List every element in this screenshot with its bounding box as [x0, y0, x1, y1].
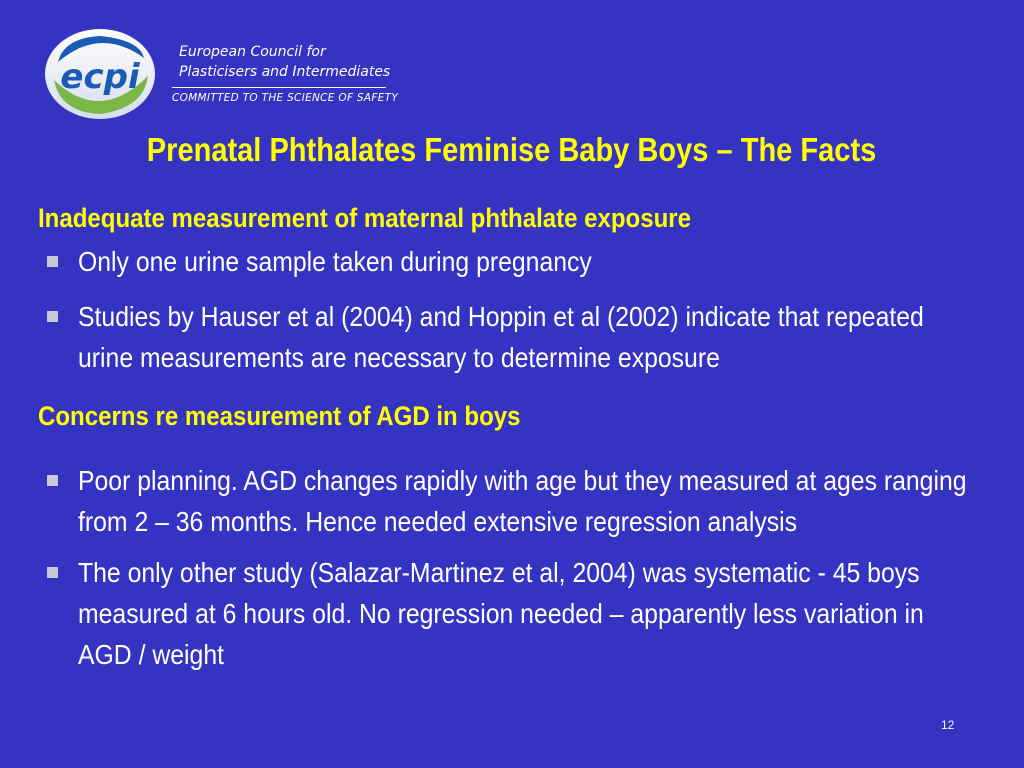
- logo-text: ecpi: [60, 57, 140, 97]
- bullet-text: Poor planning. AGD changes rapidly with age but they measured at ages ranging from 2 – 36 months. Hence needed extensive regression analysis: [78, 465, 967, 537]
- org-tagline: COMMITTED TO THE SCIENCE OF SAFETY: [172, 92, 399, 104]
- bullet-item: [38, 241, 1018, 282]
- square-bullet-icon: [47, 256, 58, 267]
- bullet-text: Only one urine sample taken during pregnancy: [78, 246, 592, 277]
- section-heading-agd: Concerns re measurement of AGD in boys: [38, 401, 521, 431]
- page-number: 12: [941, 718, 955, 732]
- org-divider: [172, 87, 386, 88]
- org-line-2: Plasticisers and Intermediates: [179, 64, 391, 80]
- slide-title: Prenatal Phthalates Feminise Baby Boys – The Facts: [146, 131, 877, 168]
- section-heading-exposure: Inadequate measurement of maternal phthalate exposure: [38, 203, 692, 233]
- square-bullet-icon: [47, 311, 58, 322]
- org-line-1: European Council for: [179, 44, 326, 60]
- ecpi-logo: [44, 28, 156, 120]
- bullet-item: [38, 552, 1018, 675]
- bullet-text: The only other study (Salazar-Martinez et al, 2004) was systematic - 45 boys measured at 6 hours old. No regression needed – apparently less variation in AGD / weight: [78, 557, 924, 670]
- bullet-item: [38, 460, 1018, 542]
- organisation-name: [172, 42, 402, 104]
- square-bullet-icon: [47, 567, 58, 578]
- bullet-item: [38, 296, 1018, 378]
- bullet-text: Studies by Hauser et al (2004) and Hoppin et al (2002) indicate that repeated urine measurements are necessary to determine exposure: [78, 301, 924, 373]
- slide-content: [38, 196, 1018, 675]
- square-bullet-icon: [47, 475, 58, 486]
